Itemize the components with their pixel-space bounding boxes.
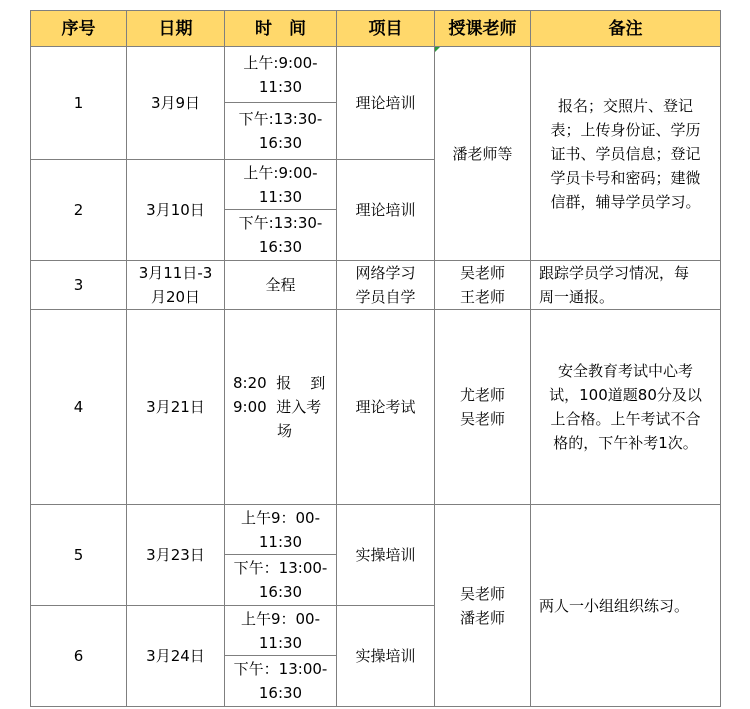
row-date: 3月21日 xyxy=(127,310,225,505)
row-no: 3 xyxy=(31,261,127,310)
teacher-line: 王老师 xyxy=(459,288,505,306)
time-pm xyxy=(225,210,336,260)
time-line: 9:00 进入考 xyxy=(233,398,322,416)
time-am xyxy=(225,47,336,102)
time-line: 上午9：00- xyxy=(240,508,321,527)
time-line: 16:30 xyxy=(258,134,303,152)
table-row xyxy=(31,261,721,310)
note-line: 周一通报。 xyxy=(539,288,615,306)
header-note: 备注 xyxy=(531,11,721,47)
teacher-line: 吴老师 xyxy=(459,584,505,603)
time-line: 16:30 xyxy=(258,583,303,601)
time-line: 11:30 xyxy=(258,77,303,96)
row-note xyxy=(531,261,721,310)
time-line: 上午:9:00- xyxy=(243,53,318,72)
row-project xyxy=(337,261,435,310)
row-time xyxy=(225,310,337,505)
time-line: 下午:13:30- xyxy=(238,214,323,232)
row-date: 3月23日 xyxy=(127,505,225,606)
time-line: 上午:9:00- xyxy=(243,163,318,182)
row-date: 3月10日 xyxy=(127,160,225,261)
row-project: 理论培训 xyxy=(337,47,435,160)
time-am xyxy=(225,160,336,209)
time-line: 16:30 xyxy=(258,238,303,256)
note-line: 表；上传身份证、学历 xyxy=(550,120,701,139)
time-am xyxy=(225,606,336,655)
note-line: 安全教育考试中心考 xyxy=(557,362,693,380)
time-line: 8:20 报 到 xyxy=(233,374,326,392)
teacher-line: 尤老师 xyxy=(459,386,505,404)
note-line: 上合格。上午考试不合 xyxy=(550,410,701,428)
row-project: 理论培训 xyxy=(337,160,435,261)
project-line: 学员自学 xyxy=(355,288,416,306)
row-teacher xyxy=(435,310,531,505)
time-pm xyxy=(225,555,336,605)
row-no: 1 xyxy=(31,47,127,160)
row-note: 两人一小组组织练习。 xyxy=(531,505,721,707)
row-time: 全程 xyxy=(225,261,337,310)
date-line: 月20日 xyxy=(150,288,201,306)
row-date xyxy=(127,261,225,310)
row-time xyxy=(225,160,337,261)
time-line: 下午：13:00- xyxy=(233,559,328,577)
row-project: 理论考试 xyxy=(337,310,435,505)
table-row xyxy=(31,310,721,505)
row-teacher xyxy=(435,261,531,310)
row-no: 4 xyxy=(31,310,127,505)
schedule-table-wrapper xyxy=(30,10,721,707)
time-line: 11:30 xyxy=(258,187,303,206)
row-no: 6 xyxy=(31,606,127,707)
time-line: 11:30 xyxy=(258,532,303,551)
row-date: 3月24日 xyxy=(127,606,225,707)
time-pm xyxy=(225,103,336,159)
row-time xyxy=(225,47,337,160)
note-line: 报名；交照片、登记 xyxy=(557,96,693,115)
date-line: 3月11日-3 xyxy=(138,264,213,282)
teacher-line: 吴老师 xyxy=(459,410,505,428)
row-time xyxy=(225,505,337,606)
teacher-line: 吴老师 xyxy=(459,264,505,282)
training-schedule-table xyxy=(30,10,721,707)
header-no: 序号 xyxy=(31,11,127,47)
header-project: 项目 xyxy=(337,11,435,47)
row-teacher: 潘老师等 xyxy=(435,47,531,261)
note-line: 证书、学员信息；登记 xyxy=(550,144,701,163)
header-time: 时 间 xyxy=(225,11,337,47)
header-row xyxy=(31,11,721,47)
note-line: 试，100道题80分及以 xyxy=(549,386,702,404)
header-teacher: 授课老师 xyxy=(435,11,531,47)
row-project: 实操培训 xyxy=(337,505,435,606)
project-line: 网络学习 xyxy=(355,264,416,282)
time-line: 下午：13:00- xyxy=(233,660,328,678)
row-note xyxy=(531,310,721,505)
time-am xyxy=(225,505,336,554)
row-note xyxy=(531,47,721,261)
row-no: 5 xyxy=(31,505,127,606)
table-row xyxy=(31,505,721,606)
time-line: 上午9：00- xyxy=(240,609,321,628)
table-row xyxy=(31,47,721,160)
header-date: 日期 xyxy=(127,11,225,47)
note-line: 学员卡号和密码；建微 xyxy=(550,168,701,187)
row-no: 2 xyxy=(31,160,127,261)
note-line: 信群，辅导学员学习。 xyxy=(550,192,701,211)
row-teacher xyxy=(435,505,531,707)
time-line: 16:30 xyxy=(258,684,303,702)
teacher-line: 潘老师 xyxy=(459,608,505,627)
note-line: 格的，下午补考1次。 xyxy=(553,434,698,452)
note-line: 跟踪学员学习情况，每 xyxy=(539,264,690,282)
time-pm xyxy=(225,656,336,706)
row-time xyxy=(225,606,337,707)
row-project: 实操培训 xyxy=(337,606,435,707)
time-line: 场 xyxy=(276,422,292,440)
row-date: 3月9日 xyxy=(127,47,225,160)
time-line: 下午:13:30- xyxy=(238,110,323,128)
time-line: 11:30 xyxy=(258,633,303,652)
